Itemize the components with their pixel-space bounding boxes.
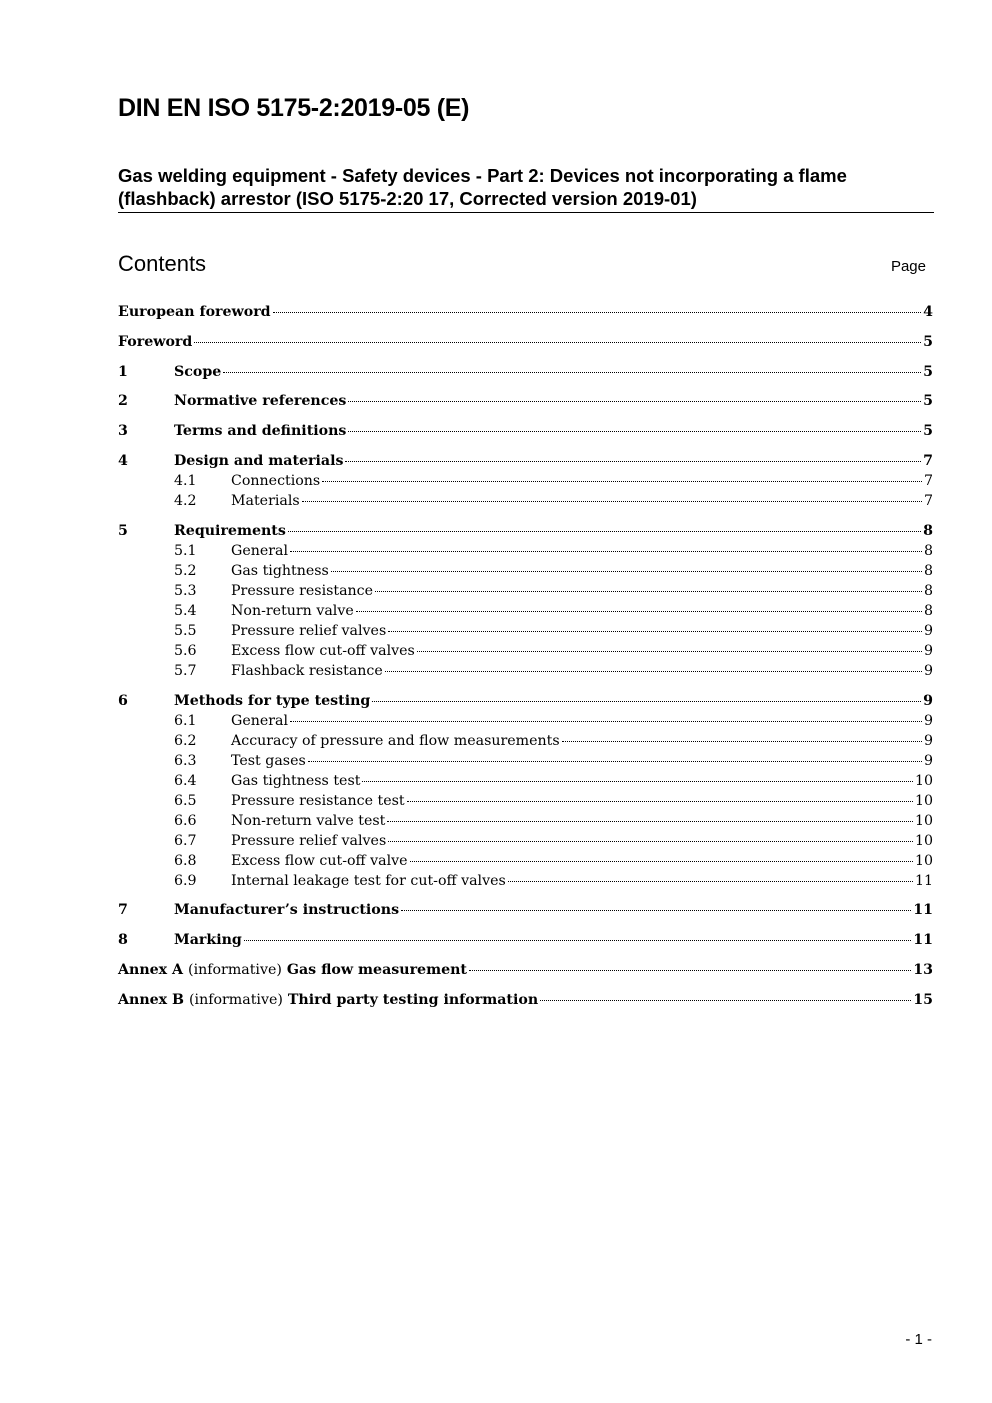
toc-entry-number: 3 (118, 423, 128, 440)
toc-entry-number: 6.3 (174, 752, 197, 769)
toc-entry-page: 11 (913, 902, 933, 919)
toc-dot-leader (223, 372, 921, 373)
toc-entry-title-text: Non-return valve test (231, 812, 386, 829)
toc-entry-page: 10 (914, 772, 933, 789)
toc-entry-number: 5.4 (174, 602, 197, 619)
toc-entry-page: 11 (913, 932, 933, 949)
toc-entry-title (174, 900, 399, 920)
toc-entry-title-text: Marking (174, 932, 242, 949)
toc-entry-title-text: European foreword (118, 304, 271, 320)
toc-entry-number: 5 (118, 522, 128, 539)
toc-entry-title (174, 391, 346, 411)
toc-entry-page: 9 (923, 642, 933, 659)
toc-entry-title-text: General (231, 542, 289, 559)
toc-dot-leader (348, 431, 921, 432)
toc-entry[interactable] (118, 691, 933, 711)
toc-entry-number: 5.7 (174, 662, 197, 679)
toc-entry[interactable] (118, 751, 933, 771)
toc-dot-leader (508, 881, 913, 882)
toc-dot-leader (302, 501, 922, 502)
toc-entry[interactable] (118, 302, 933, 322)
toc-entry-number: 8 (118, 932, 128, 949)
toc-entry-page: 10 (914, 792, 933, 809)
toc-entry[interactable] (118, 731, 933, 751)
toc-entry[interactable] (118, 871, 933, 891)
toc-entry-number: 6.4 (174, 772, 197, 789)
toc-dot-leader (540, 1000, 911, 1001)
toc-entry[interactable] (118, 851, 933, 871)
toc-entry-page: 9 (923, 692, 933, 709)
toc-entry-page: 5 (923, 333, 933, 350)
toc-entry-title-text: Gas tightness (231, 562, 329, 579)
toc-dot-leader (387, 821, 913, 822)
toc-entry-title-text: Manufacturer’s instructions (174, 902, 400, 919)
document-title: DIN EN ISO 5175-2:2019-05 (E) (118, 94, 470, 122)
toc-dot-leader (388, 841, 913, 842)
toc-entry-number: 7 (118, 902, 128, 919)
toc-dot-leader (348, 401, 921, 402)
toc-entry-page: 7 (923, 452, 933, 469)
toc-dot-leader (290, 721, 922, 722)
toc-entry[interactable] (118, 900, 933, 920)
toc-dot-leader (288, 531, 921, 532)
toc-entry-number: 4 (118, 452, 128, 469)
toc-dot-leader (290, 551, 922, 552)
toc-entry-title (231, 711, 288, 731)
toc-entry-title-text: Pressure resistance test (231, 792, 405, 809)
toc-entry-number: 4.2 (174, 492, 197, 509)
toc-entry-page: 9 (923, 712, 933, 729)
toc-entry-number: 1 (118, 363, 128, 380)
toc-entry[interactable] (118, 641, 933, 661)
toc-entry-number: 6.5 (174, 792, 197, 809)
toc-entry[interactable] (118, 421, 933, 441)
toc-entry-title (118, 332, 192, 352)
toc-entry[interactable] (118, 990, 933, 1010)
toc-entry-page: 13 (913, 961, 933, 978)
toc-entry-title-text: Foreword (118, 333, 193, 350)
toc-dot-leader (322, 481, 922, 482)
toc-entry-title-text: Terms and definitions (174, 423, 347, 440)
toc-entry-number: 5.2 (174, 562, 197, 579)
toc-dot-leader (273, 312, 922, 313)
toc-entry-title-text: Pressure relief valves (231, 622, 387, 639)
toc-entry-page: 8 (923, 602, 933, 619)
toc-dot-leader (410, 861, 913, 862)
toc-entry-title (231, 581, 373, 601)
toc-entry[interactable] (118, 811, 933, 831)
toc-entry-page: 7 (923, 492, 933, 509)
toc-entry-page: 9 (923, 622, 933, 639)
toc-entry-number: 5.6 (174, 642, 197, 659)
toc-entry-title (231, 731, 560, 751)
toc-entry-title-text: Internal leakage test for cut-off valves (231, 872, 506, 889)
toc-entry-title-text: Excess flow cut-off valve (231, 852, 408, 869)
toc-entry-annex-title: Gas flow measurement (286, 961, 467, 978)
toc-entry-number: 6.9 (174, 872, 197, 889)
toc-entry-title-text: Design and materials (174, 452, 344, 469)
toc-entry[interactable] (118, 791, 933, 811)
toc-entry-title (231, 851, 408, 871)
toc-entry-page: 5 (923, 363, 933, 380)
toc-entry[interactable] (118, 391, 933, 411)
toc-entry-title (231, 621, 386, 641)
toc-entry-title (231, 561, 329, 581)
toc-entry-title-text: General (231, 712, 289, 729)
toc-dot-leader (385, 671, 922, 672)
toc-entry-number: 4.1 (174, 472, 197, 489)
toc-dot-leader (194, 342, 921, 343)
toc-entry-page: 8 (923, 522, 933, 539)
toc-entry-title (231, 641, 415, 661)
toc-entry-title (174, 362, 221, 382)
toc-entry[interactable] (118, 831, 933, 851)
toc-entry-title (231, 491, 300, 511)
toc-entry-annex-type: (informative) (188, 961, 282, 978)
toc-dot-leader (345, 461, 921, 462)
toc-entry-title-text: Scope (174, 363, 222, 380)
toc-entry[interactable] (118, 521, 933, 541)
toc-entry-page: 5 (923, 423, 933, 440)
toc-dot-leader (356, 611, 922, 612)
toc-entry-page: 8 (923, 562, 933, 579)
toc-entry-page: 4 (923, 304, 933, 320)
toc-entry-title (174, 421, 346, 441)
toc-entry-title (231, 811, 385, 831)
toc-entry[interactable] (118, 711, 933, 731)
toc-entry-title (231, 471, 320, 491)
toc-entry-page: 7 (923, 472, 933, 489)
toc-dot-leader (401, 910, 911, 911)
toc-entry-number: 6.7 (174, 832, 197, 849)
toc-entry-title-text: Materials (231, 492, 300, 509)
toc-entry-page: 15 (913, 991, 933, 1008)
toc-entry-number: 6.6 (174, 812, 197, 829)
toc-dot-leader (407, 801, 913, 802)
toc-entry-page: 5 (923, 393, 933, 410)
toc-entry[interactable] (118, 451, 933, 471)
toc-entry[interactable] (118, 332, 933, 352)
toc-entry-title-text: Gas tightness test (231, 772, 361, 789)
toc-entry-title (174, 521, 286, 541)
toc-entry-number: 6.8 (174, 852, 197, 869)
toc-entry-title (174, 451, 343, 471)
toc-dot-leader (562, 741, 922, 742)
toc-dot-leader (388, 631, 922, 632)
toc-entry[interactable] (118, 561, 933, 581)
toc-entry-number: 5.1 (174, 542, 197, 559)
toc-entry-page: 10 (914, 852, 933, 869)
toc-dot-leader (417, 651, 922, 652)
toc-entry-title-text: Normative references (174, 393, 347, 410)
toc-dot-leader (372, 701, 921, 702)
toc-entry[interactable] (118, 581, 933, 601)
toc-entry[interactable] (118, 960, 933, 980)
toc-entry-page: 8 (923, 582, 933, 599)
toc-dot-leader (331, 571, 922, 572)
toc-entry-title (231, 831, 386, 851)
toc-entry-title-text: Annex B (118, 991, 185, 1008)
toc-entry-annex-title: Third party testing information (287, 991, 539, 1008)
table-of-contents (118, 302, 933, 1010)
page-footer-number: - 1 - (905, 1331, 932, 1348)
toc-entry-title-text: Non-return valve (231, 602, 354, 619)
toc-entry[interactable] (118, 471, 933, 491)
toc-entry-number: 2 (118, 393, 128, 410)
page-column-label: Page (890, 258, 926, 275)
toc-entry-title-text: Test gases (231, 752, 306, 769)
toc-entry[interactable] (118, 930, 933, 950)
toc-entry-title-text: Pressure relief valves (231, 832, 387, 849)
toc-entry-page: 9 (923, 752, 933, 769)
toc-entry-title (174, 930, 242, 950)
toc-entry-title (231, 601, 354, 621)
toc-entry-title (231, 661, 383, 681)
toc-dot-leader (469, 970, 911, 971)
toc-entry-page: 8 (923, 542, 933, 559)
toc-entry-title-text: Pressure resistance (231, 582, 374, 599)
contents-heading: Contents (118, 251, 207, 276)
toc-entry-title-text: Flashback resistance (231, 662, 383, 679)
toc-entry[interactable] (118, 541, 933, 561)
toc-entry-number: 6 (118, 692, 128, 709)
toc-entry[interactable] (118, 491, 933, 511)
toc-entry[interactable] (118, 601, 933, 621)
toc-entry-title-text: Requirements (174, 522, 286, 539)
toc-entry-title (174, 691, 370, 711)
toc-entry-title (231, 791, 405, 811)
toc-entry-title-text: Accuracy of pressure and flow measurements (231, 732, 560, 749)
toc-entry-number: 5.5 (174, 622, 197, 639)
document-subtitle: Gas welding equipment - Safety devices - Part 2: Devices not incorporating a flame (flashback) arrestor (ISO 5175-2:20 17, Corrected version 2019-01) (118, 164, 934, 213)
toc-entry-number: 5.3 (174, 582, 197, 599)
toc-entry-title (231, 771, 360, 791)
toc-entry-number: 6.1 (174, 712, 197, 729)
toc-entry-page: 10 (914, 812, 933, 829)
toc-entry-title (118, 960, 467, 980)
toc-entry-title-text: Annex A (118, 961, 184, 978)
toc-entry-title (231, 751, 306, 771)
toc-dot-leader (375, 591, 922, 592)
toc-entry[interactable] (118, 771, 933, 791)
toc-entry-title-text: Methods for type testing (174, 692, 371, 709)
toc-entry-title (118, 302, 271, 322)
toc-entry-page: 9 (923, 732, 933, 749)
toc-entry-title (118, 990, 538, 1010)
toc-entry-page: 11 (914, 872, 933, 889)
toc-entry[interactable] (118, 362, 933, 382)
toc-entry-title-text: Excess flow cut-off valves (231, 642, 415, 659)
toc-entry-title (231, 871, 506, 891)
toc-entry-page: 10 (914, 832, 933, 849)
toc-dot-leader (244, 940, 911, 941)
toc-dot-leader (362, 781, 913, 782)
toc-entry-page: 9 (923, 662, 933, 679)
toc-entry-annex-type: (informative) (189, 991, 283, 1008)
toc-entry-title (231, 541, 288, 561)
toc-entry[interactable] (118, 621, 933, 641)
toc-entry[interactable] (118, 661, 933, 681)
toc-dot-leader (308, 761, 922, 762)
toc-entry-title-text: Connections (231, 472, 321, 489)
toc-entry-number: 6.2 (174, 732, 197, 749)
